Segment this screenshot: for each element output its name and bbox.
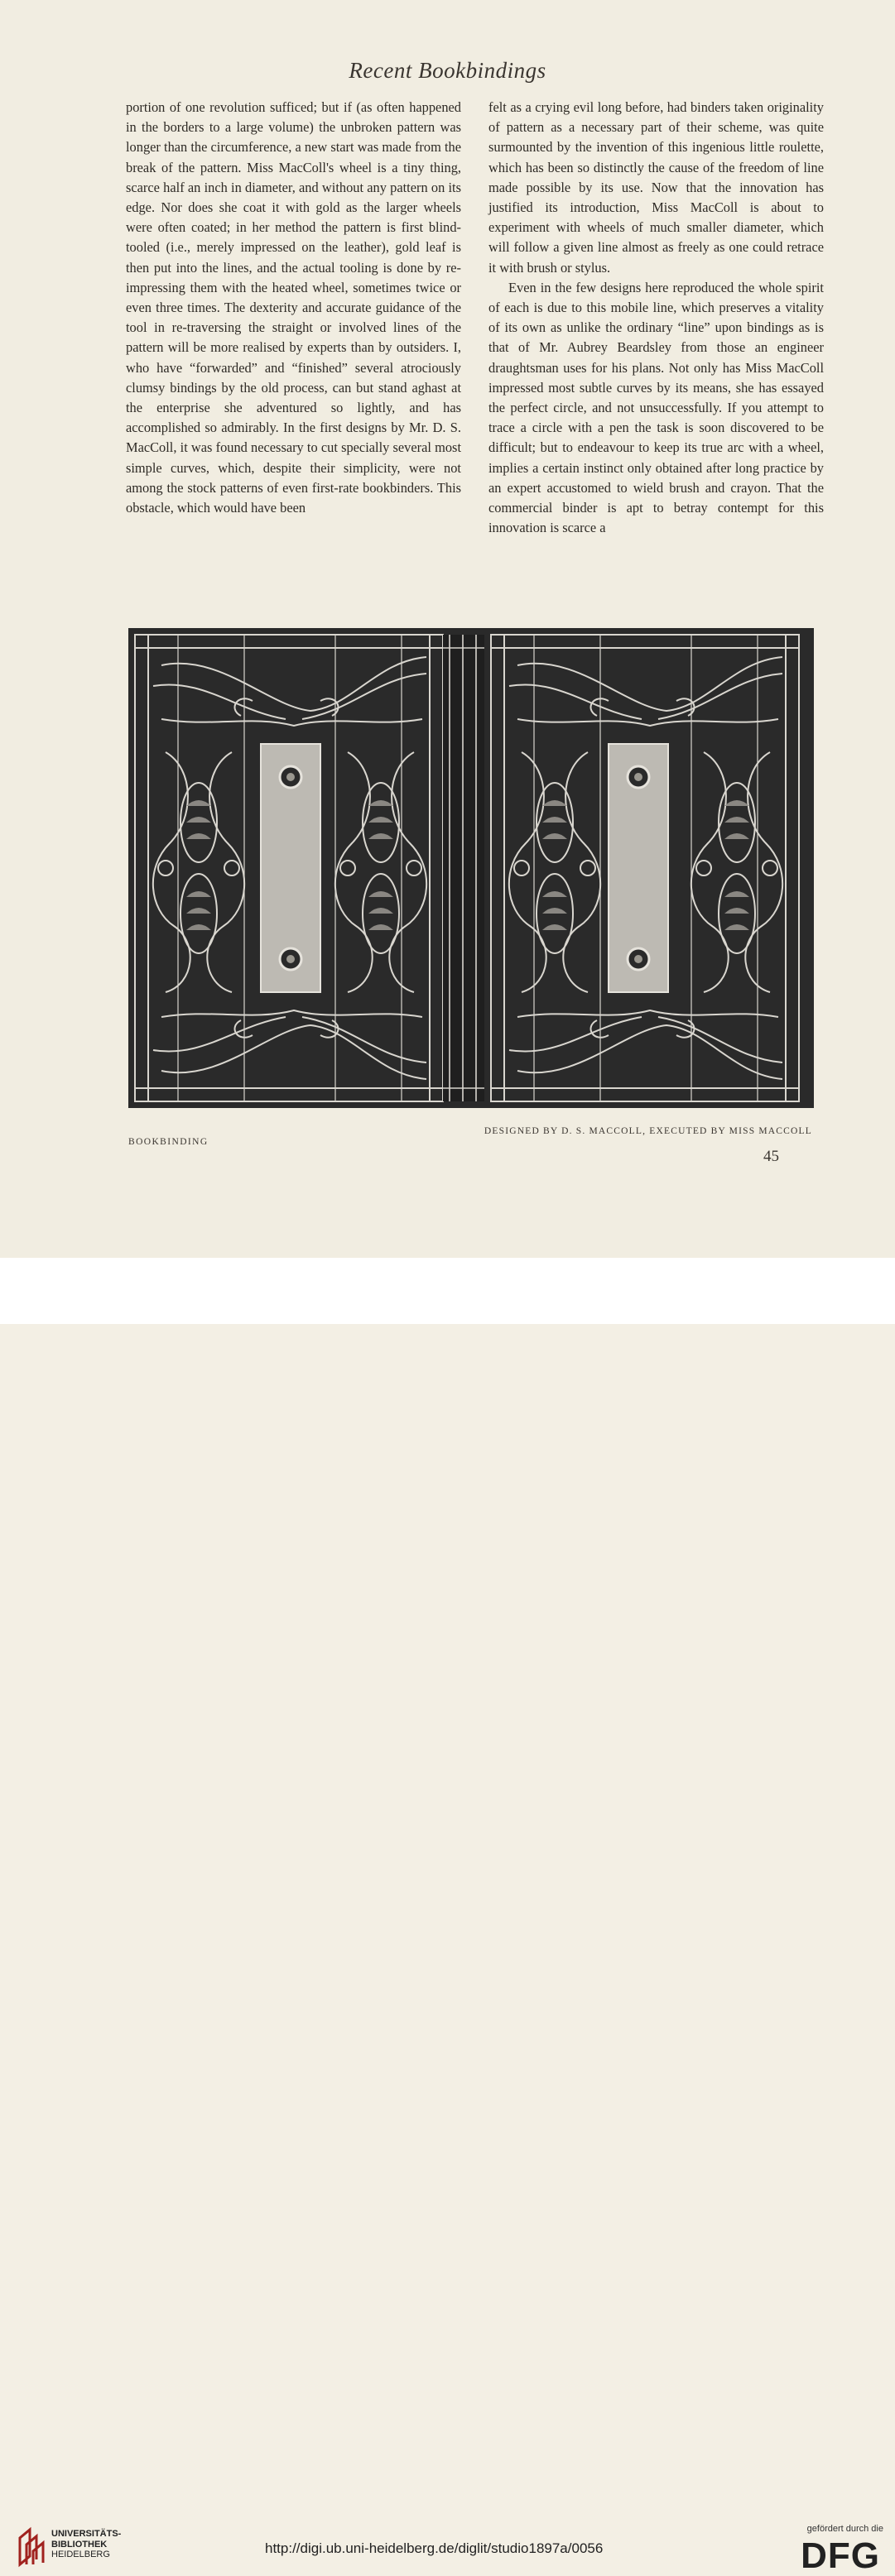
page-number: 45 xyxy=(763,1148,779,1165)
scanned-page xyxy=(0,0,895,1258)
running-head: Recent Bookbindings xyxy=(349,58,546,83)
figure-caption-right: DESIGNED BY D. S. MACCOLL, EXECUTED BY MISS MACCOLL xyxy=(484,1126,812,1136)
source-url-link[interactable]: http://digi.ub.uni-heidelberg.de/diglit/studio1897a/0056 xyxy=(265,2540,604,2556)
right-paragraph-2: Even in the few designs here reproduced the whole spirit of each is due to this mobile line, which preserves a vitality of its own as unlike the ordinary “line” upon bindings as is that of Mr. Aubrey Beardsley from those an engineer draughtsman uses for his plans. Not only has Miss MacColl impressed most subtle curves by its means, she has essayed the perfect circle, and not unsuccessfully. If you attempt to trace a circle with a pen the task is soon discovered to be difficult; but to endeavour to keep its true arc with a wheel, implies a certain instinct only obtained after long practice by an expert accustomed to wield brush and crayon. That the commercial binder is apt to betray contempt for this innovation is scarce a xyxy=(488,279,824,536)
library-name-line2: BIBLIOTHEK xyxy=(51,2539,108,2550)
sponsor-text: gefördert durch die xyxy=(806,2524,883,2534)
left-paragraph: portion of one revolution sufficed; but if (as often happened in the borders to a large volume) the unbroken pattern was longer than the circumference, a new start was made from the break of the pattern. Miss MacColl's wheel is a tiny thing, scarce half an inch in diameter, and without any pattern on its edge. Nor does she coat it with gold as the larger wheels were often coated; in her method the pattern is first blind-tooled (i.e., merely impressed on the leather), gold leaf is then put into the lines, and the actual tooling is done by re-impressing them with the heated wheel, sometimes twice or even three times. The dexterity and accurate guidance of the tool in re-traversing the straight or involved lines of the pattern will be more realised by experts than by outsiders. I, who have “forwarded” and “finished” several atrociously clumsy bindings by the old process, can but stand aghast at the enterprise she adventured so lightly, and has accomplished so admirably. In the first designs by Mr. D. S. MacColl, it was found necessary to cut specially several most simple curves, which, despite their simplicity, were not among the stock patterns of even first-rate bookbinders. This obstacle, which would have been xyxy=(126,99,461,516)
library-name-line3: HEIDELBERG xyxy=(51,2550,110,2559)
figure-caption-left: BOOKBINDING xyxy=(128,1137,209,1147)
library-logo-icon xyxy=(17,2526,46,2568)
left-text-column xyxy=(126,98,461,518)
library-name xyxy=(51,2529,121,2560)
right-text-column xyxy=(488,98,824,538)
bookbinding-illustration xyxy=(128,628,814,1108)
right-paragraph-1: felt as a crying evil long before, had binders taken originality of pattern as a necessary part of their scheme, was quite surmounted by the invention of this ingenious little roulette, which has been so distinctly the cause of the freedom of line made possible by its use. Now that the innovation has justified its introduction, Miss MacColl is about to experiment with wheels of much smaller diameter, which will follow a given line almost as freely as one could retrace it with brush or stylus. xyxy=(488,99,824,276)
digitization-footer xyxy=(0,1258,895,2576)
dfg-logo: DFG xyxy=(801,2535,880,2576)
library-name-line1: UNIVERSITÄTS- xyxy=(51,2529,122,2539)
